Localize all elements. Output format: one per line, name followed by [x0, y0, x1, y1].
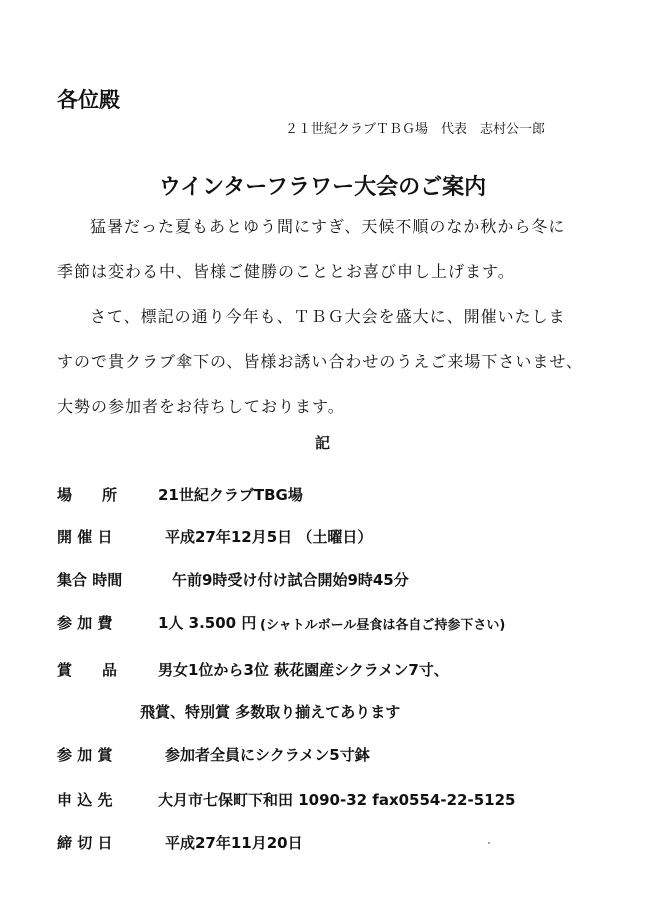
body-line-1: 猛暑だった夏もあとゆう間にすぎ、天候不順のなか秋から冬に	[90, 217, 566, 236]
participation-prize-label: 参 加 賞	[57, 746, 113, 764]
fee-value: 1人 3.500 円	[158, 614, 257, 632]
assembly-label: 集合 時間	[57, 571, 123, 589]
deadline-value: 平成27年11月20日	[165, 834, 303, 852]
date-value: 平成27年12月5日 （土曜日）	[165, 528, 373, 546]
sender-line: ２１世紀クラブＴＢＧ場 代表 志村公一郎	[285, 122, 546, 137]
document-title: ウインターフラワー大会のご案内	[158, 175, 487, 200]
body-line-5: 大勢の参加者をお待ちしております。	[57, 397, 345, 416]
assembly-value: 午前9時受け付け試合開始9時45分	[172, 571, 409, 589]
addressee: 各位殿	[57, 88, 120, 112]
date-label: 開 催 日	[57, 528, 113, 546]
prizes-value: 男女1位から3位 萩花園産シクラメン7寸、	[158, 661, 449, 679]
deadline-label: 締 切 日	[57, 834, 113, 852]
body-line-2: 季節は変わる中、皆様ご健勝のこととお喜び申し上げます。	[57, 262, 515, 281]
participation-prize-value: 参加者全員にシクラメン5寸鉢	[165, 746, 370, 764]
venue-label: 場 所	[57, 486, 118, 504]
venue-value: 21世紀クラブTBG場	[158, 486, 303, 504]
apply-to-value: 大月市七保町下和田 1090-32 fax0554-22-5125	[158, 791, 516, 809]
scan-speck	[488, 842, 490, 844]
ki-heading: 記	[314, 434, 330, 452]
body-line-3: さて、標記の通り今年も、ＴＢＧ大会を盛大に、開催いたしま	[90, 307, 566, 326]
body-line-4: すので貴クラブ傘下の、皆様お誘い合わせのうえご来場下さいませ、	[57, 352, 583, 371]
prizes-label: 賞 品	[57, 661, 118, 679]
fee-note: (シャトルボール昼食は各自ご持参下さい)	[260, 618, 506, 633]
fee-label: 参 加 費	[57, 614, 113, 632]
apply-to-label: 申 込 先	[57, 791, 113, 809]
prizes-value-2: 飛賞、特別賞 多数取り揃えてあります	[140, 703, 401, 721]
